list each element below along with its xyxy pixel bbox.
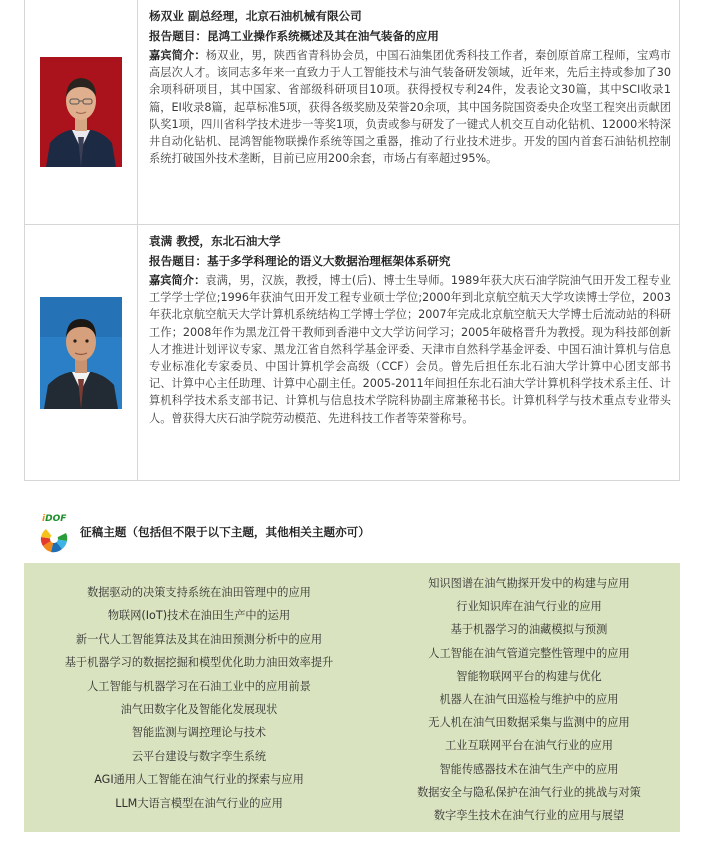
photo-cell bbox=[25, 0, 138, 224]
speaker-name: 袁满 教授，东北石油大学 bbox=[149, 234, 281, 248]
topic-item: 机器人在油气田巡检与维护中的应用 bbox=[439, 692, 619, 706]
idof-logo bbox=[40, 512, 78, 554]
speaker-row bbox=[25, 224, 679, 480]
logo-text bbox=[42, 514, 66, 524]
logo-text-i: i bbox=[42, 514, 46, 524]
topic-item: 数字孪生技术在油气行业的应用与展望 bbox=[433, 808, 625, 822]
topics-box bbox=[24, 563, 680, 832]
topic-item: 智能监测与调控理论与技术 bbox=[131, 726, 267, 740]
bio-text: 袁满，男，汉族，教授，博士(后)、博士生导师。1989年获大庆石油学院油气田开发工程专业工学学士学位;1996年获油气田开发工程专业硕士学位;2000年到北京航空航天大学攻读博士学位，2003年获北京航空航天大学计算机系统结构工学博士学位；2007年完成北京航空航天大学博士后流动站的科研工作；2008年作为黑龙江骨干教师到香港中文大学访问学习；2005年破格晋升为教授。现为科技部创新人才推进计划评议专家、黑龙江省自然科学基金评委、天津市自然科学基金评委、中国石油计算机与信息专业标准化专家委员、中国计算机学会高级（CCF）会员。曾先后担任东北石油大学计算中心团支部书记、计算中心主任助理、计算中心副主任。2005-2011年间担任东北石油大学计算机科学技术系主任、计算机科学技术系支部书记、计算机与信息技术学院科协副主席兼秘书长。计算机科学与技术重点专业带头人。曾获得大庆石油学院劳动模范、先进科技工作者等荣誉称号。 bbox=[149, 274, 671, 425]
section-title: 征稿主题（包括但不限于以下主题，其他相关主题亦可） bbox=[80, 525, 370, 539]
topic-label: 报告题目： bbox=[149, 254, 207, 268]
topic-item: LLM大语言模型在油气行业的应用 bbox=[115, 796, 283, 810]
bio-label: 嘉宾简介： bbox=[149, 274, 206, 287]
topic-item: 无人机在油气田数据采集与监测中的应用 bbox=[428, 716, 630, 730]
photo-cell bbox=[25, 225, 138, 480]
speaker-info bbox=[138, 225, 679, 480]
topic-item: 工业互联网平台在油气行业的应用 bbox=[445, 739, 613, 753]
topic-item: 基于机器学习的数据挖掘和模型优化助力油田效率提升 bbox=[64, 656, 334, 670]
bio-text: 杨双业，男，陕西省青科协会员，中国石油集团优秀科技工作者，秦创原首席工程师，宝鸡市高层次人才。该同志多年来一直致力于人工智能技术与油气装备研发领域，近年来，先后主持或参加了30余项科研项目，其中国家、省部级科研项目10项。获得授权专利24件，发表论文30篇，其中SCI收录1篇，EI收录8篇，起草标准5项，获得各级奖励及荣誉20余项，其中国务院国资委央企攻坚工程突出贡献团队奖1项，四川省科学技术进步一等奖1项，负责或参与研发了一键式人机交互自动化钻机、12000米特深井自动化钻机、昆鸿智能物联操作系统等国之重器，推动了行业技术进步。开发的国内首套石油钻机控制系统打破国外技术垄断，目前已应用200余套，市场占有率超过95%。 bbox=[149, 49, 671, 166]
topic-item: 智能物联网平台的构建与优化 bbox=[456, 669, 602, 683]
topic-item: 云平台建设与数字孪生系统 bbox=[131, 749, 267, 763]
topic-item: 物联网(IoT)技术在油田生产中的运用 bbox=[107, 609, 291, 623]
topic-item: 基于机器学习的油藏模拟与预测 bbox=[450, 623, 608, 637]
topic-item: 行业知识库在油气行业的应用 bbox=[456, 600, 602, 614]
speaker-topic bbox=[149, 251, 671, 272]
topic-title: 昆鸿工业操作系统概述及其在油气装备的应用 bbox=[206, 29, 439, 43]
call-for-papers-header bbox=[40, 512, 680, 556]
speaker-name: 杨双业 副总经理，北京石油机械有限公司 bbox=[149, 9, 362, 23]
portrait-image bbox=[40, 297, 122, 409]
speaker-topic bbox=[149, 26, 671, 47]
topic-item: 人工智能与机器学习在石油工业中的应用前景 bbox=[87, 679, 311, 693]
topic-item: 知识图谱在油气勘探开发中的构建与应用 bbox=[428, 577, 630, 590]
portrait-image bbox=[40, 57, 122, 167]
topic-item: 油气田数字化及智能化发展现状 bbox=[120, 702, 278, 716]
topic-item: 人工智能在油气管道完整性管理中的应用 bbox=[428, 646, 630, 660]
speaker-row bbox=[25, 0, 679, 224]
topic-label: 报告题目： bbox=[149, 29, 207, 43]
topic-item: 数据驱动的决策支持系统在油田管理中的应用 bbox=[87, 586, 311, 599]
speaker-table bbox=[24, 0, 680, 481]
topic-item: 数据安全与隐私保护在油气行业的挑战与对策 bbox=[417, 785, 641, 799]
topic-title: 基于多学科理论的语义大数据治理框架体系研究 bbox=[206, 254, 451, 268]
speaker-photo bbox=[40, 297, 122, 409]
topic-item: AGI通用人工智能在油气行业的探索与应用 bbox=[94, 773, 304, 787]
bio-label: 嘉宾简介： bbox=[149, 49, 206, 62]
speaker-info bbox=[138, 0, 679, 224]
speaker-bio bbox=[149, 47, 671, 167]
logo-text-dof: DOF bbox=[45, 514, 67, 524]
topic-item: 智能传感器技术在油气生产中的应用 bbox=[439, 762, 619, 776]
speaker-bio bbox=[149, 272, 671, 427]
speaker-photo bbox=[40, 57, 122, 167]
topics-right-column bbox=[379, 572, 679, 827]
topics-left-column bbox=[24, 581, 374, 815]
topic-item: 新一代人工智能算法及其在油田预测分析中的应用 bbox=[75, 632, 323, 646]
